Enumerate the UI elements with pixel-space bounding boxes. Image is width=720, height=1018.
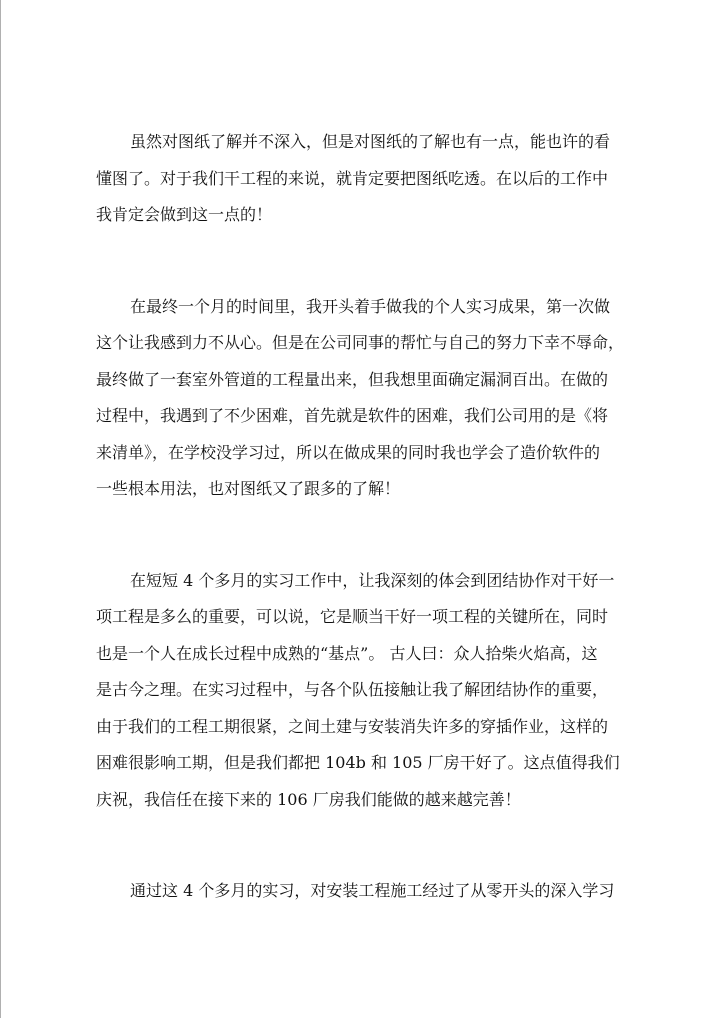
text-line: 项工程是多么的重要，可以说，它是顺当干好一项工程的关键所在，同时 [96,607,609,626]
text-line: 虽然对图纸了解并不深入，但是对图纸的了解也有一点，能也许的看 [130,132,611,151]
text-line: 也是一个人在成长过程中成熟的“基点”。 古人曰：众人拾柴火焰高，这 [96,643,598,663]
text-line: 来清单》，在学校没学习过，所以在做成果的同时我也学会了造价软件的 [96,442,601,462]
text-line: 我肯定会做到这一点的！ [96,205,273,224]
page-border [0,0,1,1018]
paragraph-final-month [96,289,636,508]
paragraph-drawings [96,124,636,234]
text-line: 一些根本用法，也对图纸又了跟多的了解！ [96,479,401,498]
paragraph-teamwork [96,563,636,819]
text-line: 在最终一个月的时间里，我开头着手做我的个人实习成果，第一次做 [130,296,611,316]
text-line: 这个让我感到力不从心。但是在公司同事的帮忙与自己的努力下幸不辱命， [96,333,625,352]
text-line: 通过这 4 个多月的实习，对安装工程施工经过了从零开头的深入学习 [130,881,615,900]
text-line: 过程中，我遇到了不少困难，首先就是软件的困难，我们公司用的是《将 [96,406,609,425]
text-line: 懂图了。对于我们干工程的来说，就肯定要把图纸吃透。在以后的工作中 [96,168,609,188]
text-line: 是古今之理。在实习过程中，与各个队伍接触让我了解团结协作的重要， [96,680,609,699]
text-line: 在短短 4 个多月的实习工作中，让我深刻的体会到团结协作对干好一 [130,570,615,590]
text-line: 困难很影响工期，但是我们都把 104b 和 105 厂房干好了。这点值得我们 [96,753,620,772]
text-line: 由于我们的工程工期很紧，之间土建与安装消失许多的穿插作业，这样的 [96,716,609,736]
paragraph-summary [96,873,636,910]
text-line: 庆祝，我信任在接下来的 106 厂房我们能做的越来越完善！ [96,789,521,809]
text-line: 最终做了一套室外管道的工程量出来，但我想里面确定漏洞百出。在做的 [96,369,609,389]
document-body [96,124,636,965]
